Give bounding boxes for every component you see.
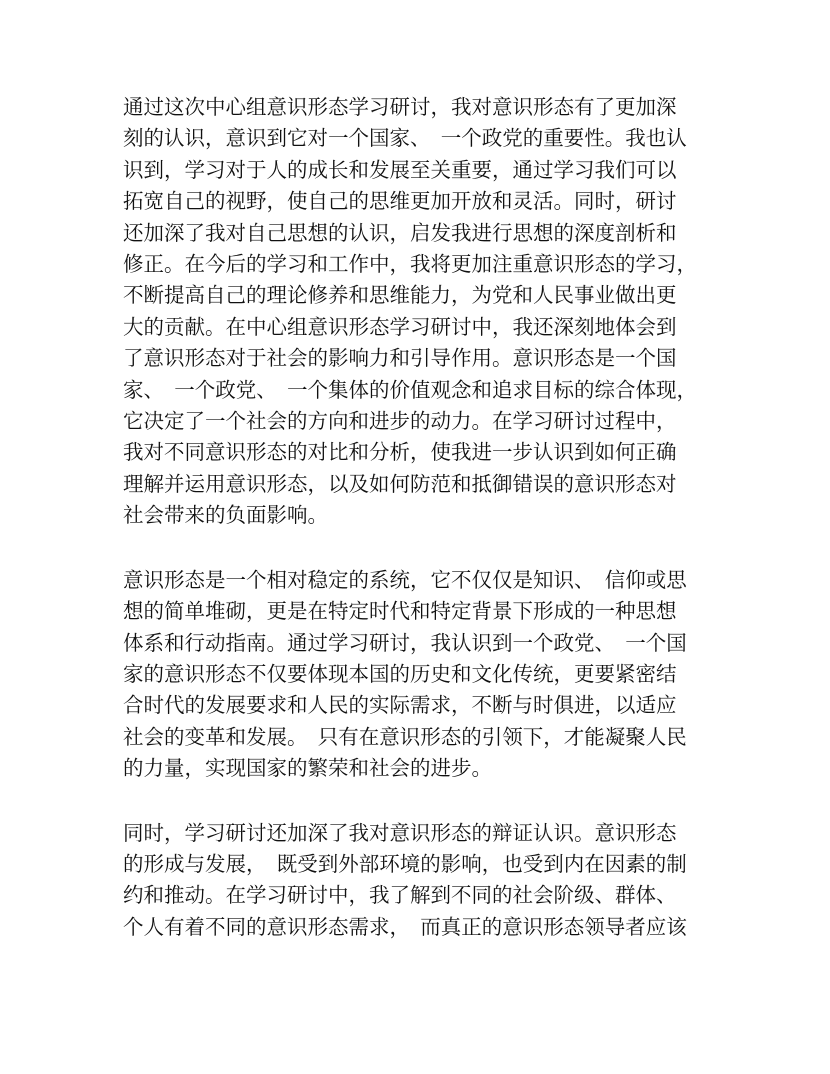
text-line: 它决定了一个社会的方向和进步的动力。在学习研讨过程中， [123,409,677,434]
text-line: 家的意识形态不仅要体现本国的历史和文化传统，更要紧密结 [123,661,677,686]
text-line: 修正。在今后的学习和工作中，我将更加注重意识形态的学习， [123,252,697,277]
text-line: 家、 一个政党、 一个集体的价值观念和追求目标的综合体现， [123,377,697,402]
document-body [123,92,723,976]
text-line: 不断提高自己的理论修养和思维能力，为党和人民事业做出更 [123,283,677,308]
text-line: 同时，学习研讨还加深了我对意识形态的辩证认识。意识形态 [123,820,677,845]
text-line: 识到，学习对于人的成长和发展至关重要，通过学习我们可以 [123,157,677,182]
text-line: 大的贡献。在中心组意识形态学习研讨中，我还深刻地体会到 [123,314,677,339]
text-line: 我对不同意识形态的对比和分析，使我进一步认识到如何正确 [123,440,677,465]
text-line: 合时代的发展要求和人民的实际需求，不断与时俱进，以适应 [123,693,677,718]
text-line: 约和推动。在学习研讨中，我了解到不同的社会阶级、群体、 [123,883,677,908]
text-line: 拓宽自己的视野，使自己的思维更加开放和灵活。同时，研讨 [123,189,677,214]
text-line: 个人有着不同的意识形态需求， 而真正的意识形态领导者应该 [123,914,687,939]
text-line: 体系和行动指南。通过学习研讨，我认识到一个政党、 一个国 [123,630,687,655]
text-line: 社会带来的负面影响。 [123,503,328,528]
text-line: 还加深了我对自己思想的认识，启发我进行思想的深度剖析和 [123,220,677,245]
text-line: 理解并运用意识形态，以及如何防范和抵御错误的意识形态对 [123,471,677,496]
text-line: 想的简单堆砌，更是在特定时代和特定背景下形成的一种思想 [123,599,677,624]
text-line: 了意识形态对于社会的影响力和引导作用。意识形态是一个国 [123,346,677,371]
text-line: 意识形态是一个相对稳定的系统，它不仅仅是知识、 信仰或思 [123,567,687,592]
paragraph-2 [123,565,723,785]
text-line: 刻的认识，意识到它对一个国家、 一个政党的重要性。我也认 [123,126,687,151]
text-line: 社会的变革和发展。 只有在意识形态的引领下，才能凝聚人民 [123,724,687,749]
text-line: 的力量，实现国家的繁荣和社会的进步。 [123,756,492,781]
text-line: 的形成与发展， 既受到外部环境的影响，也受到内在因素的制 [123,851,687,876]
paragraph-1 [123,92,723,532]
text-line: 通过这次中心组意识形态学习研讨，我对意识形态有了更加深 [123,95,677,119]
paragraph-3 [123,818,723,944]
